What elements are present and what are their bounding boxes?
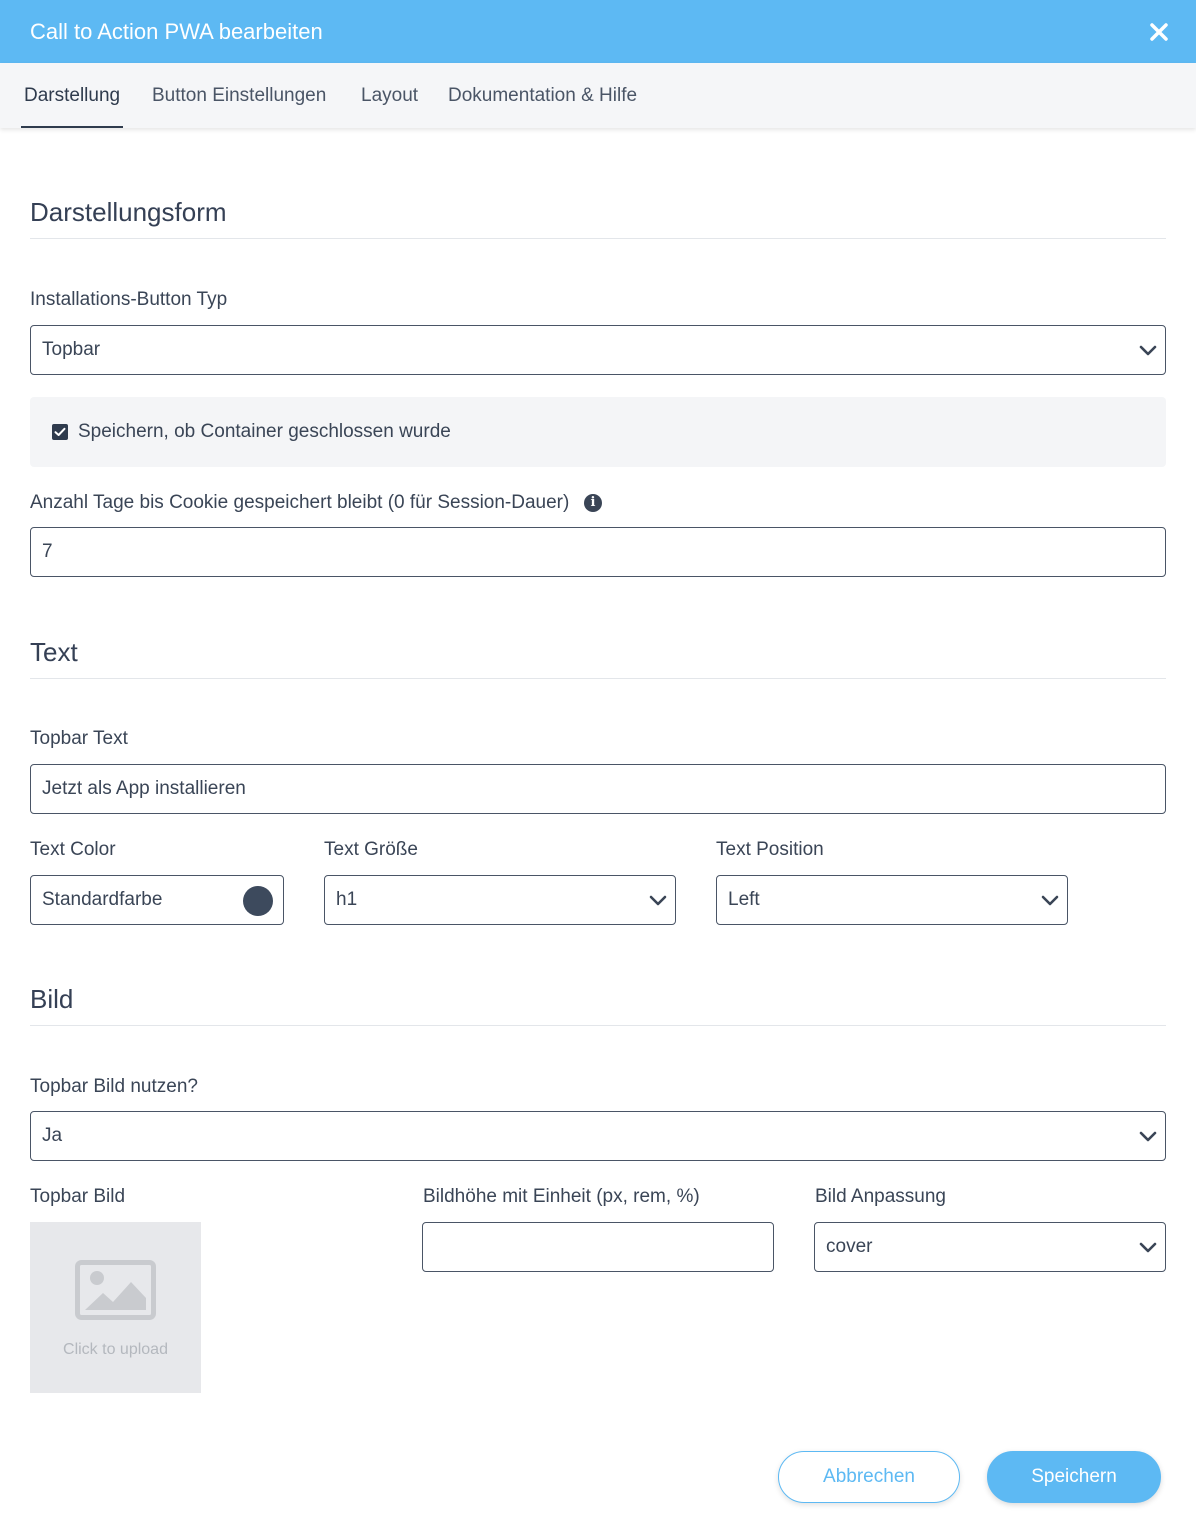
- text-position-value: Left: [728, 889, 760, 910]
- save-button[interactable]: Speichern: [987, 1451, 1161, 1503]
- image-placeholder-icon: [75, 1260, 156, 1320]
- section-title-text: Text: [30, 637, 78, 667]
- topbar-text-label: Topbar Text: [30, 728, 128, 749]
- checkmark-icon: [52, 424, 68, 440]
- section-divider: [30, 678, 1166, 679]
- text-color-label: Text Color: [30, 839, 116, 860]
- button-type-select[interactable]: [30, 325, 1166, 375]
- dialog-header: [0, 0, 1196, 63]
- topbar-text-input[interactable]: [30, 764, 1166, 814]
- image-fit-select[interactable]: [814, 1222, 1166, 1272]
- image-fit-label: Bild Anpassung: [815, 1186, 946, 1207]
- close-icon[interactable]: [1148, 21, 1170, 43]
- tab-dokumentation-hilfe[interactable]: Dokumentation & Hilfe: [448, 85, 638, 106]
- chevron-down-icon: [649, 892, 667, 908]
- tab-layout[interactable]: Layout: [361, 85, 419, 106]
- save-closed-panel: [30, 397, 1166, 467]
- section-divider: [30, 1025, 1166, 1026]
- text-size-label: Text Größe: [324, 839, 418, 860]
- image-height-label: Bildhöhe mit Einheit (px, rem, %): [423, 1186, 700, 1207]
- chevron-down-icon: [1041, 892, 1059, 908]
- chevron-down-icon: [1139, 1128, 1157, 1144]
- image-upload-area[interactable]: [30, 1222, 201, 1393]
- button-type-label: Installations-Button Typ: [30, 289, 228, 310]
- topbar-image-label: Topbar Bild: [30, 1186, 126, 1207]
- cookie-days-value: 7: [42, 541, 53, 562]
- section-title-bild: Bild: [30, 984, 74, 1014]
- text-color-picker[interactable]: [30, 875, 284, 925]
- cookie-days-label: Anzahl Tage bis Cookie gespeichert bleibt (0 für Session-Dauer): [30, 492, 570, 513]
- cancel-button[interactable]: Abbrechen: [778, 1451, 960, 1503]
- section-divider: [30, 238, 1166, 239]
- color-swatch[interactable]: [243, 886, 273, 916]
- info-icon[interactable]: i: [584, 494, 602, 512]
- dialog-title: Call to Action PWA bearbeiten: [30, 19, 323, 44]
- topbar-text-value: Jetzt als App installieren: [42, 778, 246, 799]
- section-title-darstellungsform: Darstellungsform: [30, 197, 227, 227]
- use-image-label: Topbar Bild nutzen?: [30, 1076, 198, 1097]
- use-image-value: Ja: [42, 1125, 63, 1146]
- image-height-input[interactable]: [422, 1222, 774, 1272]
- image-fit-value: cover: [826, 1236, 873, 1257]
- cookie-days-input[interactable]: [30, 527, 1166, 577]
- upload-text: Click to upload: [63, 1341, 168, 1358]
- chevron-down-icon: [1139, 342, 1157, 358]
- text-color-value: Standardfarbe: [42, 889, 163, 910]
- save-closed-label[interactable]: Speichern, ob Container geschlossen wurde: [78, 421, 451, 442]
- chevron-down-icon: [1139, 1239, 1157, 1255]
- text-size-value: h1: [336, 889, 358, 910]
- tab-darstellung[interactable]: Darstellung: [24, 63, 120, 128]
- tab-bar: [0, 63, 1196, 128]
- save-closed-checkbox[interactable]: [52, 424, 68, 440]
- button-type-value: Topbar: [42, 339, 101, 360]
- text-size-select[interactable]: [324, 875, 676, 925]
- tab-button-einstellungen[interactable]: Button Einstellungen: [152, 85, 327, 106]
- text-position-label: Text Position: [716, 839, 824, 860]
- use-image-select[interactable]: [30, 1111, 1166, 1161]
- text-position-select[interactable]: [716, 875, 1068, 925]
